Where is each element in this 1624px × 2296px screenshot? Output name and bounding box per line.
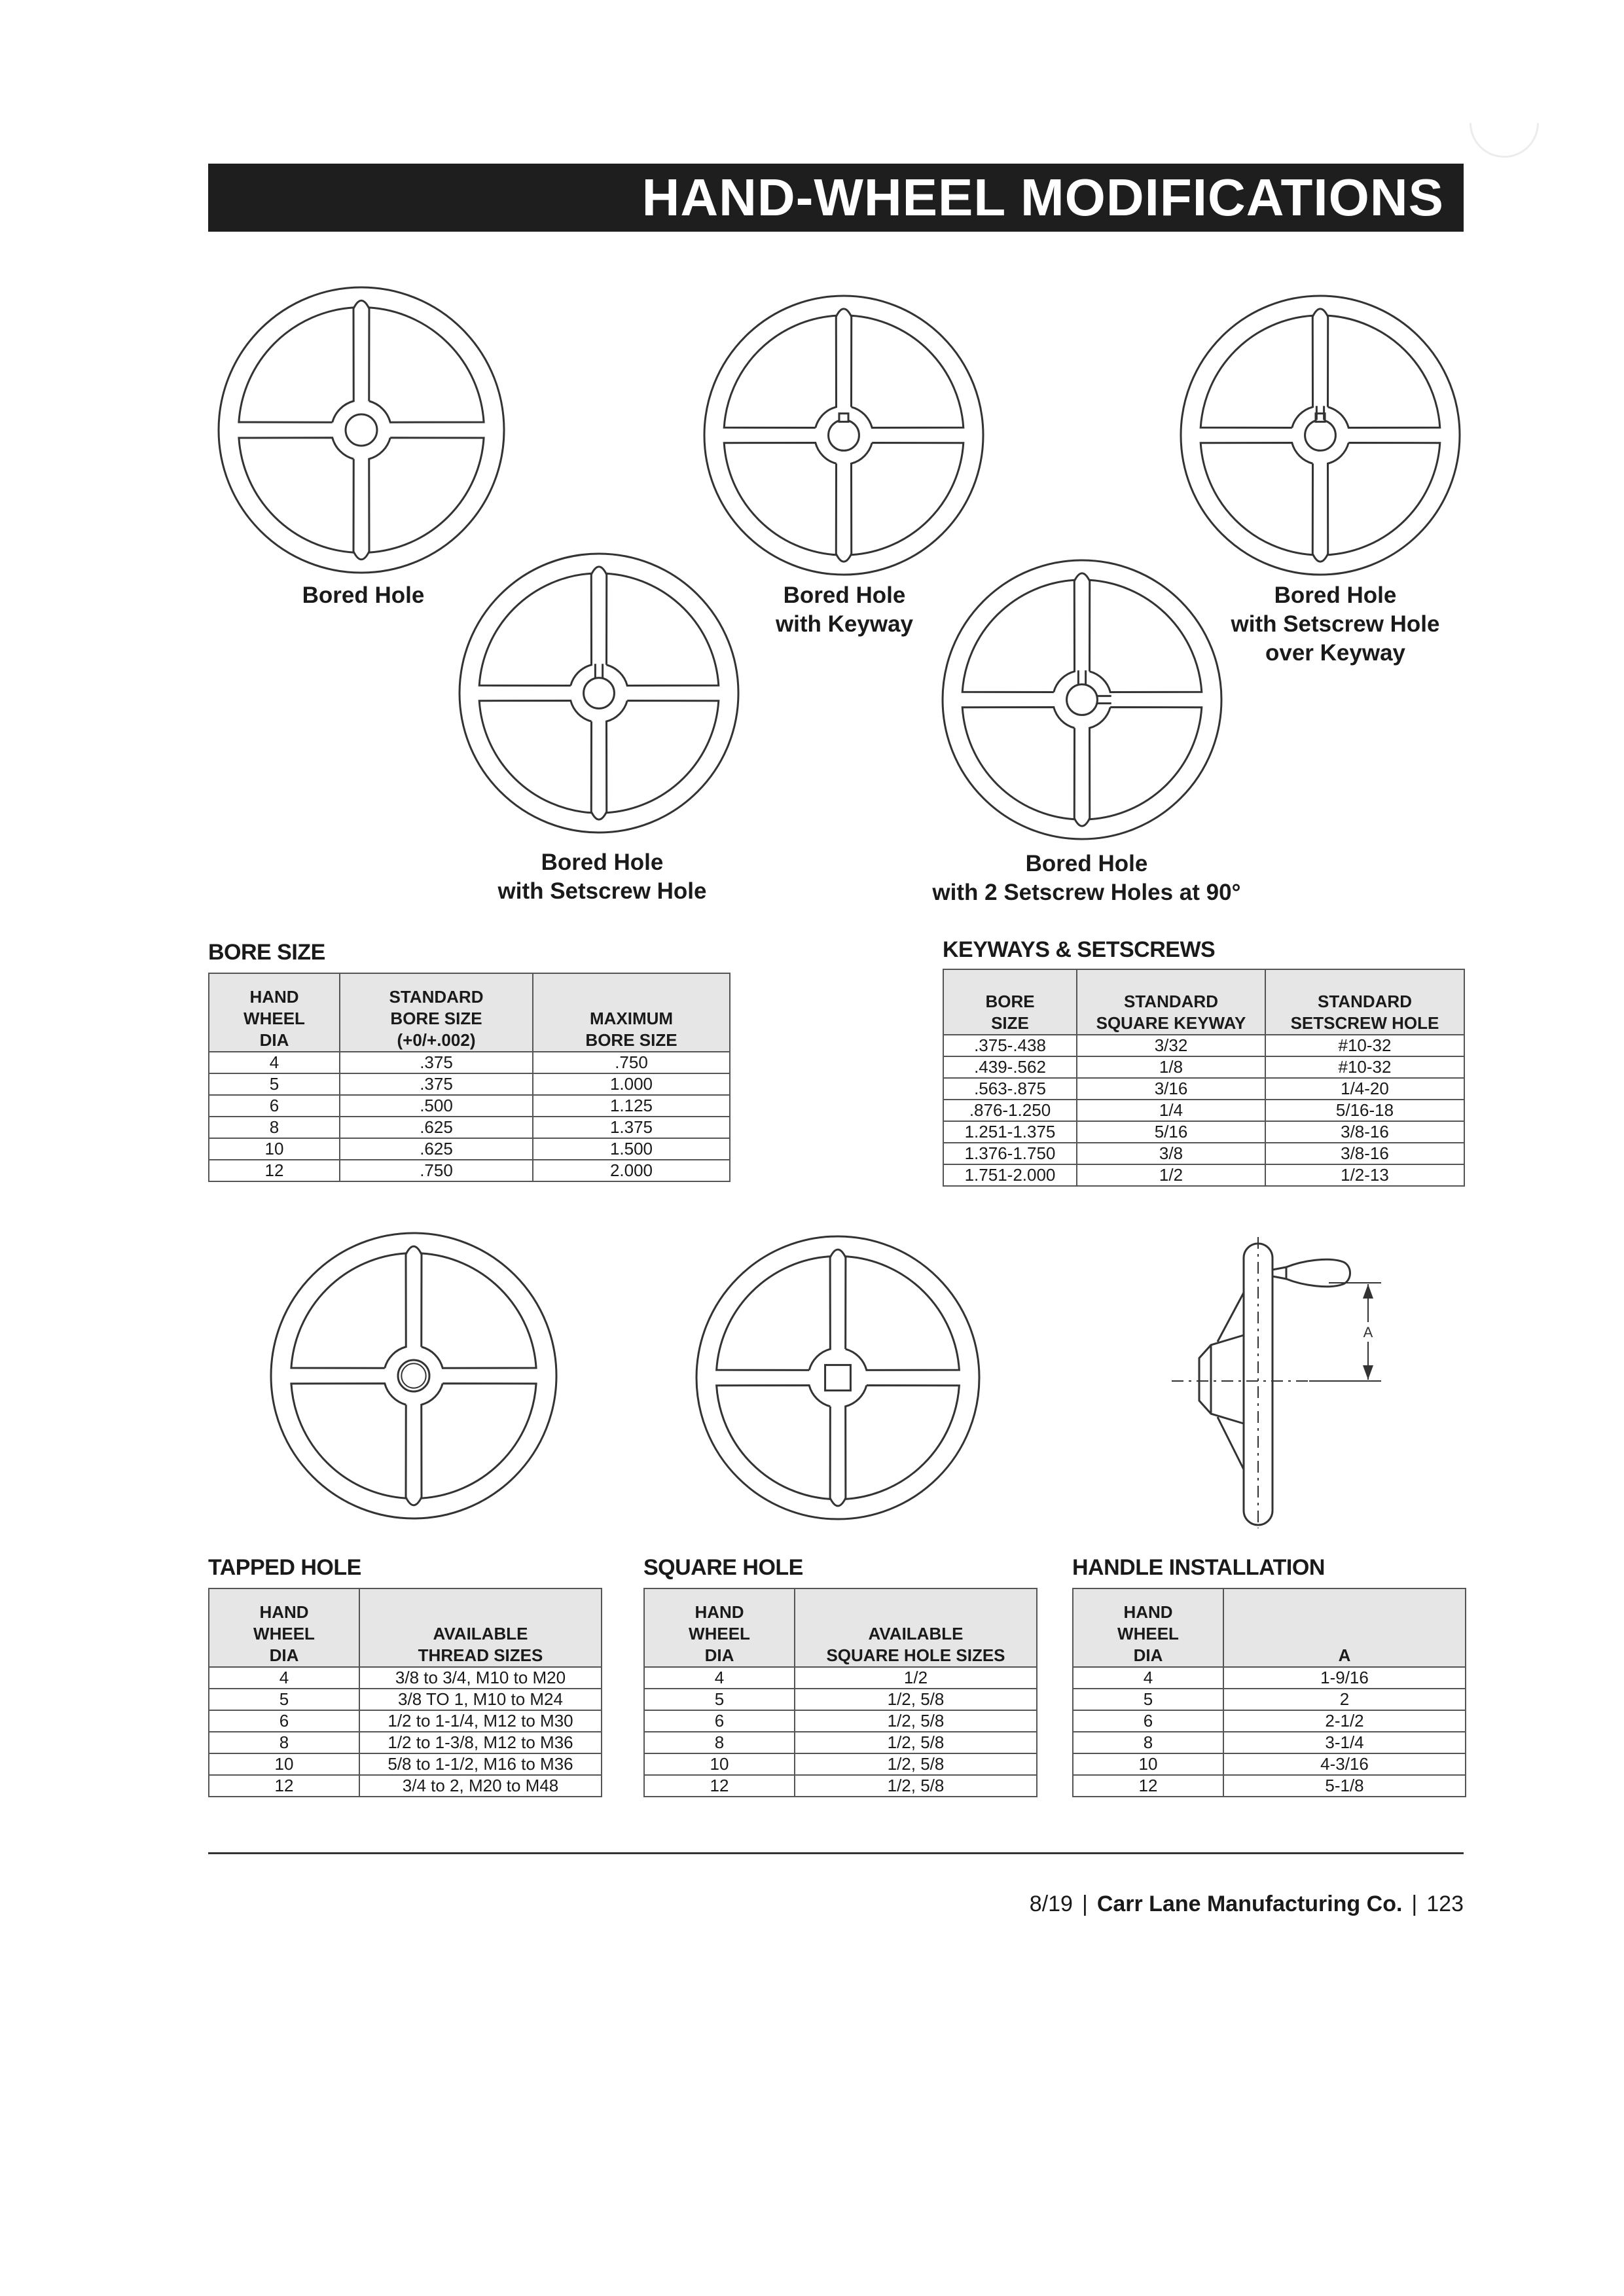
page-footer: 8/19 | Carr Lane Manufacturing Co. | 123 bbox=[1029, 1892, 1464, 1916]
column-header bbox=[943, 969, 1077, 1035]
column-header bbox=[795, 1588, 1037, 1667]
table-cell: 2.000 bbox=[533, 1160, 730, 1181]
table-cell: .750 bbox=[533, 1052, 730, 1073]
caption-bored-setscrew: Bored Hole with Setscrew Hole bbox=[497, 850, 707, 904]
column-header-line: DIA bbox=[704, 1645, 734, 1665]
column-header-line: DIA bbox=[1133, 1645, 1163, 1665]
table-row bbox=[644, 1689, 1037, 1710]
table-row bbox=[943, 1143, 1464, 1164]
wheel-bored-keyway bbox=[702, 293, 986, 577]
tapped-hole-table bbox=[208, 1588, 602, 1797]
table-row bbox=[1073, 1775, 1466, 1797]
table-row bbox=[943, 1078, 1464, 1100]
column-header-line: WHEEL bbox=[1117, 1624, 1179, 1643]
square-hole-table bbox=[643, 1588, 1038, 1797]
bore-size-heading: BORE SIZE bbox=[208, 940, 325, 965]
table-cell: 4 bbox=[209, 1667, 359, 1689]
table-row bbox=[209, 1138, 730, 1160]
handle-installation-table bbox=[1072, 1588, 1466, 1797]
column-header bbox=[1265, 969, 1464, 1035]
table-cell: 12 bbox=[209, 1775, 359, 1797]
table-cell: 1-9/16 bbox=[1223, 1667, 1466, 1689]
table-cell: 1/2, 5/8 bbox=[795, 1732, 1037, 1753]
table-cell: 4-3/16 bbox=[1223, 1753, 1466, 1775]
column-header bbox=[1077, 969, 1265, 1035]
table-row bbox=[209, 1117, 730, 1138]
table-row bbox=[1073, 1667, 1466, 1689]
table-cell: 6 bbox=[209, 1095, 340, 1117]
table-cell: 12 bbox=[1073, 1775, 1223, 1797]
table-cell: 3/4 to 2, M20 to M48 bbox=[359, 1775, 602, 1797]
table-cell: .876-1.250 bbox=[943, 1100, 1077, 1121]
column-header bbox=[209, 1588, 359, 1667]
table-cell: 10 bbox=[209, 1753, 359, 1775]
table-cell: 3/8-16 bbox=[1265, 1143, 1464, 1164]
column-header-line: WHEEL bbox=[253, 1624, 315, 1643]
column-header-line: DIA bbox=[269, 1645, 299, 1665]
table-cell: 5-1/8 bbox=[1223, 1775, 1466, 1797]
table-cell: 5 bbox=[209, 1689, 359, 1710]
column-header bbox=[1223, 1588, 1466, 1667]
table-cell: 1.751-2.000 bbox=[943, 1164, 1077, 1186]
table-cell: 3/8-16 bbox=[1265, 1121, 1464, 1143]
column-header-line: BORE SIZE bbox=[585, 1030, 677, 1050]
table-cell: 1/2, 5/8 bbox=[795, 1775, 1037, 1797]
table-row bbox=[943, 1100, 1464, 1121]
handle-installation-heading: HANDLE INSTALLATION bbox=[1072, 1555, 1325, 1580]
table-cell: #10-32 bbox=[1265, 1035, 1464, 1056]
wheel-bored-hole bbox=[216, 285, 507, 575]
column-header-line: BORE SIZE bbox=[390, 1009, 482, 1028]
column-header bbox=[533, 973, 730, 1052]
column-header-line: AVAILABLE bbox=[433, 1624, 528, 1643]
table-cell: 3/16 bbox=[1077, 1078, 1265, 1100]
footer-date: 8/19 bbox=[1029, 1892, 1073, 1916]
table-cell: 12 bbox=[209, 1160, 340, 1181]
column-header-line: HAND bbox=[1123, 1602, 1173, 1622]
square-hole-heading: SQUARE HOLE bbox=[643, 1555, 803, 1580]
table-row bbox=[1073, 1689, 1466, 1710]
table-cell: 5 bbox=[209, 1073, 340, 1095]
table-cell: 3/8 bbox=[1077, 1143, 1265, 1164]
table-cell: 1/2, 5/8 bbox=[795, 1710, 1037, 1732]
table-row bbox=[209, 1160, 730, 1181]
column-header-line: WHEEL bbox=[244, 1009, 305, 1028]
table-row bbox=[644, 1732, 1037, 1753]
table-row bbox=[209, 1052, 730, 1073]
table-row bbox=[209, 1689, 602, 1710]
title-banner bbox=[208, 164, 1464, 232]
table-cell: 1/4 bbox=[1077, 1100, 1265, 1121]
table-cell: 1.251-1.375 bbox=[943, 1121, 1077, 1143]
table-cell: .439-.562 bbox=[943, 1056, 1077, 1078]
table-cell: 1/8 bbox=[1077, 1056, 1265, 1078]
keyways-table bbox=[943, 969, 1465, 1187]
table-cell: .375-.438 bbox=[943, 1035, 1077, 1056]
table-cell: 2-1/2 bbox=[1223, 1710, 1466, 1732]
table-cell: 6 bbox=[209, 1710, 359, 1732]
table-cell: 3-1/4 bbox=[1223, 1732, 1466, 1753]
table-cell: 10 bbox=[644, 1753, 795, 1775]
table-cell: .500 bbox=[340, 1095, 533, 1117]
column-header-line: THREAD SIZES bbox=[418, 1645, 543, 1665]
table-cell: .375 bbox=[340, 1073, 533, 1095]
table-row bbox=[943, 1121, 1464, 1143]
table-cell: #10-32 bbox=[1265, 1056, 1464, 1078]
column-header-line: SQUARE HOLE SIZES bbox=[826, 1645, 1005, 1665]
table-cell: 5/8 to 1-1/2, M16 to M36 bbox=[359, 1753, 602, 1775]
column-header-line: A bbox=[1338, 1645, 1351, 1665]
table-row bbox=[209, 1732, 602, 1753]
table-cell: 1/2-13 bbox=[1265, 1164, 1464, 1186]
column-header-line: HAND bbox=[695, 1602, 744, 1622]
table-cell: 4 bbox=[644, 1667, 795, 1689]
column-header-line: MAXIMUM bbox=[589, 1009, 674, 1028]
table-cell: 10 bbox=[209, 1138, 340, 1160]
table-cell: 3/8 TO 1, M10 to M24 bbox=[359, 1689, 602, 1710]
column-header-line: WHEEL bbox=[689, 1624, 750, 1643]
table-cell: 5 bbox=[644, 1689, 795, 1710]
table-cell: 1.500 bbox=[533, 1138, 730, 1160]
footer-page-number: 123 bbox=[1426, 1892, 1464, 1916]
column-header bbox=[644, 1588, 795, 1667]
table-cell: 1.000 bbox=[533, 1073, 730, 1095]
table-row bbox=[209, 1095, 730, 1117]
caption-bored-keyway: Bored Hole with Keyway bbox=[775, 583, 914, 637]
table-cell: 4 bbox=[209, 1052, 340, 1073]
table-cell: 2 bbox=[1223, 1689, 1466, 1710]
table-row bbox=[943, 1035, 1464, 1056]
table-cell: 1/4-20 bbox=[1265, 1078, 1464, 1100]
table-cell: .750 bbox=[340, 1160, 533, 1181]
table-cell: 1/2, 5/8 bbox=[795, 1753, 1037, 1775]
column-header-line: SETSCREW HOLE bbox=[1290, 1013, 1439, 1033]
column-header-line: DIA bbox=[259, 1030, 289, 1050]
table-cell: 1/2, 5/8 bbox=[795, 1689, 1037, 1710]
column-header-line: STANDARD bbox=[389, 987, 484, 1007]
table-row bbox=[644, 1667, 1037, 1689]
keyways-heading: KEYWAYS & SETSCREWS bbox=[943, 937, 1216, 962]
table-cell: .563-.875 bbox=[943, 1078, 1077, 1100]
table-cell: 5/16-18 bbox=[1265, 1100, 1464, 1121]
wheel-tapped-hole bbox=[268, 1230, 559, 1521]
wheel-two-setscrews bbox=[940, 558, 1224, 842]
table-cell: 1/2 to 1-3/8, M12 to M36 bbox=[359, 1732, 602, 1753]
table-row bbox=[1073, 1753, 1466, 1775]
column-header bbox=[209, 973, 340, 1052]
column-header-line: STANDARD bbox=[1318, 992, 1412, 1011]
table-cell: .625 bbox=[340, 1117, 533, 1138]
column-header-line: SIZE bbox=[991, 1013, 1029, 1033]
table-row bbox=[209, 1753, 602, 1775]
table-cell: 1.125 bbox=[533, 1095, 730, 1117]
table-row bbox=[943, 1164, 1464, 1186]
column-header-line: (+0/+.002) bbox=[397, 1030, 476, 1050]
table-cell: 6 bbox=[1073, 1710, 1223, 1732]
page-corner-mark bbox=[1455, 74, 1553, 172]
table-cell: 1/2 bbox=[795, 1667, 1037, 1689]
table-cell: 3/32 bbox=[1077, 1035, 1265, 1056]
table-cell: .375 bbox=[340, 1052, 533, 1073]
caption-setscrew-over-keyway: Bored Hole with Setscrew Hole over Keyway bbox=[1231, 583, 1440, 666]
table-row bbox=[209, 1073, 730, 1095]
bore-size-table bbox=[208, 973, 731, 1182]
table-cell: 6 bbox=[644, 1710, 795, 1732]
column-header-line: BORE bbox=[985, 992, 1035, 1011]
caption-bored-hole: Bored Hole bbox=[302, 583, 425, 608]
table-cell: 12 bbox=[644, 1775, 795, 1797]
table-row bbox=[644, 1775, 1037, 1797]
column-header bbox=[340, 973, 533, 1052]
wheel-square-hole bbox=[694, 1234, 982, 1522]
table-row bbox=[644, 1710, 1037, 1732]
table-row bbox=[1073, 1710, 1466, 1732]
column-header-line: STANDARD bbox=[1124, 992, 1218, 1011]
table-cell: 3/8 to 3/4, M10 to M20 bbox=[359, 1667, 602, 1689]
table-row bbox=[1073, 1732, 1466, 1753]
column-header bbox=[1073, 1588, 1223, 1667]
table-cell: 1.376-1.750 bbox=[943, 1143, 1077, 1164]
table-cell: 10 bbox=[1073, 1753, 1223, 1775]
table-row bbox=[644, 1753, 1037, 1775]
table-cell: 1/2 bbox=[1077, 1164, 1265, 1186]
handle-installation-side-view bbox=[1172, 1230, 1407, 1532]
table-cell: 8 bbox=[209, 1732, 359, 1753]
table-cell: 5/16 bbox=[1077, 1121, 1265, 1143]
table-row bbox=[209, 1775, 602, 1797]
column-header-line: HAND bbox=[259, 1602, 309, 1622]
column-header-line: HAND bbox=[249, 987, 299, 1007]
column-header-line: SQUARE KEYWAY bbox=[1096, 1013, 1246, 1033]
table-cell: 8 bbox=[1073, 1732, 1223, 1753]
table-cell: 8 bbox=[644, 1732, 795, 1753]
footer-company: Carr Lane Manufacturing Co. bbox=[1096, 1892, 1403, 1916]
dimension-a-label: A bbox=[1363, 1324, 1373, 1340]
table-cell: 5 bbox=[1073, 1689, 1223, 1710]
page-title: HAND-WHEEL MODIFICATIONS bbox=[641, 168, 1444, 226]
footer-rule bbox=[208, 1852, 1464, 1854]
wheel-bored-setscrew bbox=[457, 551, 741, 835]
table-cell: .625 bbox=[340, 1138, 533, 1160]
table-cell: 1/2 to 1-1/4, M12 to M30 bbox=[359, 1710, 602, 1732]
table-row bbox=[209, 1667, 602, 1689]
table-cell: 1.375 bbox=[533, 1117, 730, 1138]
column-header-line: AVAILABLE bbox=[868, 1624, 964, 1643]
table-cell: 8 bbox=[209, 1117, 340, 1138]
caption-two-setscrews: Bored Hole with 2 Setscrew Holes at 90° bbox=[932, 851, 1241, 905]
table-row bbox=[209, 1710, 602, 1732]
wheel-setscrew-over-keyway bbox=[1178, 293, 1462, 577]
tapped-hole-heading: TAPPED HOLE bbox=[208, 1555, 361, 1580]
column-header bbox=[359, 1588, 602, 1667]
table-cell: 4 bbox=[1073, 1667, 1223, 1689]
table-row bbox=[943, 1056, 1464, 1078]
